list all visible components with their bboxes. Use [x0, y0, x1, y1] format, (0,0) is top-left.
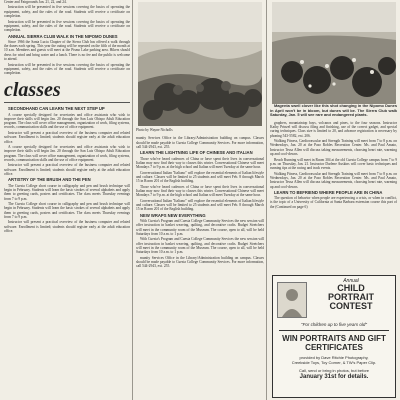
sierra-walk-heading: ANNUAL SIERRA CLUB WALK IN THE NIPOMO DUNES	[8, 33, 118, 39]
new-everything-body-more2: munity Services Office in the Library/Administration building on campus. Classes should be made payable to Cuesta College Community Services. For more information, call 544-2943, ext. 255.	[136, 255, 264, 269]
column-rule-2	[266, 0, 267, 400]
artistry-heading: ARTISTRY OF THE BRUSH AND THE PEN	[8, 177, 91, 183]
intro-text: Instruction will be presented in five sessions covering the basics of operating the equipment, safety, and the rules of the road. Students will receive a certificate on completion.	[4, 5, 130, 19]
sierra-walk-body: Since 1966 the Santa Lucia Chapter of the Sierra Club has offered a walk through the dunes each spring. This year the outing will be repeated on the fifth of the month at 10 a.m. Members and guests will meet at the Pismo Lake parking area. Hikers should dress for wind and bring water and a lunch. There is no fee and the public is welcome to attend.	[4, 39, 130, 62]
photo-caption: Magenta swell clover like this shot changing in the Nipomo Dunes in April won't be in bloom, but dunes will be. The Sierra Club walk Saturday, Jan. 5 will see rare and endangered plants.	[270, 103, 397, 118]
artistry-body-more2: Instructor will present a practical overview of the business computer and related software. Enrollment is limited; students should register early at the adult education office.	[4, 220, 130, 234]
chinese-body: Those who've heard cadences of China or have spent their lives in conversational Italian may now find their way to classes this winter. Conversational Chinese will meet Mondays 7 to 9 p.m. at the high school and Italian will meet Tuesday at the same hour.	[136, 156, 264, 170]
ad-call: Call, send or bring in photos, but before	[298, 368, 370, 373]
column-rule-1	[132, 0, 133, 400]
ad-portrait: PORTRAIT	[328, 292, 374, 302]
ad-deadline: January 31st for details.	[299, 374, 369, 380]
new-everything-body-more: With Cuesta's Program and Cuesta College Community Services the new session will offer instruction in basket weaving, quilting, and decorative crafts. Budget Stretchers will meet in the community room of the Museum. The course, open to all, will be held Saturdays from 10 a.m. to 1 p.m.	[136, 237, 264, 255]
new-everything-body: With Cuesta's Program and Cuesta College Community Services the new session will offer instruction in basket weaving, quilting, and decorative crafts. Budget Stretchers will meet in the community room of the Museum. The course, open to all, will be held Saturdays from 10 a.m. to 1 p.m.	[136, 219, 264, 236]
top-text: Center and Fairgrounds Jan. 21, 22, and 24.	[4, 0, 67, 4]
photo-credit: Photo by Wayne Nicholls	[136, 128, 173, 132]
ad-quote: "For children up to five years old"	[301, 322, 367, 327]
secondhand-body: A course specially designed for secretaries and office assistants who wish to improve their skills will begin Jan. 20 through the San Luis Obispo Adult Education program. The class will cover office management, organization of work, filing systems, records, communication skills and the use of office equipment.	[4, 112, 130, 130]
new-everything-heading: NEW WRAPS NEW EVERYTHING	[140, 212, 206, 218]
ad-provided-2: Creekside Toys, Toy Corner, & TW's Paper Clip.	[291, 360, 377, 365]
dunes-photo-graphic	[138, 2, 262, 126]
ad-contest: CONTEST	[329, 301, 373, 311]
artistry-body-more: The Cuesta College short course in calligraphy and pen and brush technique will begin in February. Students will learn the basic strokes of several alphabets and apply them to greeting cards, posters and certificates. The class meets Thursday evenings from 7 to 9 p.m.	[4, 202, 130, 219]
chinese-body-more: Those who've heard cadences of China or have spent their lives in conversational Italian may now find their way to classes this winter. Conversational Chinese will meet Mondays 7 to 9 p.m. at the high school and Italian will meet Tuesday at the same hour.	[136, 184, 264, 198]
computer-body: Instructor will present a practical overview of the business computer and related software. Enrollment is limited; students should register early at the adult education office.	[4, 130, 130, 144]
computer-body-more: Instructor will present a practical overview of the business computer and related software. Enrollment is limited; students should register early at the adult education office.	[4, 163, 130, 176]
child-portrait-contest-ad	[272, 275, 396, 398]
chinese-italian-heading: LEARN THE LIGHTNING LIFE OF CHINESE AND ITALIAN	[140, 150, 253, 156]
ad-prizes: WIN PORTRAITS AND GIFT CERTIFICATES	[282, 334, 386, 352]
classes-section-heading: classes	[4, 79, 61, 102]
column-left	[4, 0, 130, 400]
secondhand-heading: SECONDHAND CAN LEARN THE NEXT STEP UP	[8, 106, 105, 112]
ad-provided: provided by Dave Ritchie Photography,	[299, 355, 369, 360]
right-body-3: Beach Running will meet in Room 304 at the old Cuesta College campus from 7 to 9 p.m. on Thursday, Jan. 21. Instructor Darlene Auskins will cover basic techniques and running tips at the racing and track events.	[270, 157, 397, 171]
intro-text-more: Instruction will be presented in five sessions covering the basics of operating the equipment, safety, and the rules of the road. Students will receive a certificate on completion.	[4, 19, 130, 33]
right-body-1: graphers, mountaintop bays, volcanos and pines, to the four seasons. Instructor Kathy Prinzel will discuss filing and finishing, use of the correct gadget, and special curing techniques. Class size is limited to 20, and advance registration is necessary by phoning 543-5582, ext. 206.	[270, 120, 397, 138]
language-body: The question of behavior when people are experiencing a crisis, or when in conflict, is the topic of a University of California at Santa Barbara extension course this part of the (Continued on page 6)	[270, 196, 397, 209]
portrait-frame-icon	[277, 282, 307, 318]
dunes-photo-left	[138, 2, 262, 126]
language-heading: LEARN TO BEFRIEND WHERE PEOPLE ARE IN CHINA	[274, 189, 383, 195]
right-body-2: Walking Fitness, Cardiovascular and Strength Training will meet from 7 to 8 p.m. on Wednesdays, Jan. 20 at the Paso Robles Recreation Center. Ms. and Paul Amato, Instructor Tessa Allen will discuss taking measurements, choosing heart rate, warming up and cool-downs.	[270, 139, 397, 157]
ad-annual: Annual	[343, 278, 359, 284]
secondhand-body-more: A course specially designed for secretaries and office assistants who wish to improve their skills will begin Jan. 20 through the San Luis Obispo Adult Education program. The class will cover office management, organization of work, filing systems, records, communication skills and the use of office equipment.	[4, 145, 130, 162]
ad-child: CHILD	[337, 283, 365, 293]
italian-body-more: Conversational Italian "Italiano" will explore the essential elements of Italian lifestyle and culture. Classes will be limited to 25 students and will meet Feb. 8 through March 15 in Room 201 of the English building.	[136, 198, 264, 212]
community-body: munity Services Office in the Library/Administration building on campus. Classes should be made payable to Cuesta College Community Services. For more information, call 544-2943, ext. 255.	[136, 136, 264, 149]
section-rule	[4, 102, 130, 103]
artistry-body: The Cuesta College short course in calligraphy and pen and brush technique will begin in February. Students will learn the basic strokes of several alphabets and apply them to greeting cards, posters and certificates. The class meets Thursday evenings from 7 to 9 p.m.	[4, 183, 130, 201]
italian-body: Conversational Italian "Italiano" will explore the essential elements of Italian lifestyle and culture. Classes will be limited to 25 students and will meet Feb. 8 through March 15 in Room 201 of the English building.	[136, 170, 264, 184]
sierra-walk-body-more: Instruction will be presented in five sessions covering the basics of operating the equipment, safety, and the rules of the road. Students will receive a certificate on completion.	[4, 62, 130, 76]
right-body-2-more: Walking Fitness, Cardiovascular and Strength Training will meet from 7 to 8 p.m. on Wednesdays, Jan. 20 at the Paso Robles Recreation Center. Ms. and Paul Amato, Instructor Tessa Allen will discuss taking measurements, choosing heart rate, warming up and cool-downs.	[270, 171, 397, 189]
